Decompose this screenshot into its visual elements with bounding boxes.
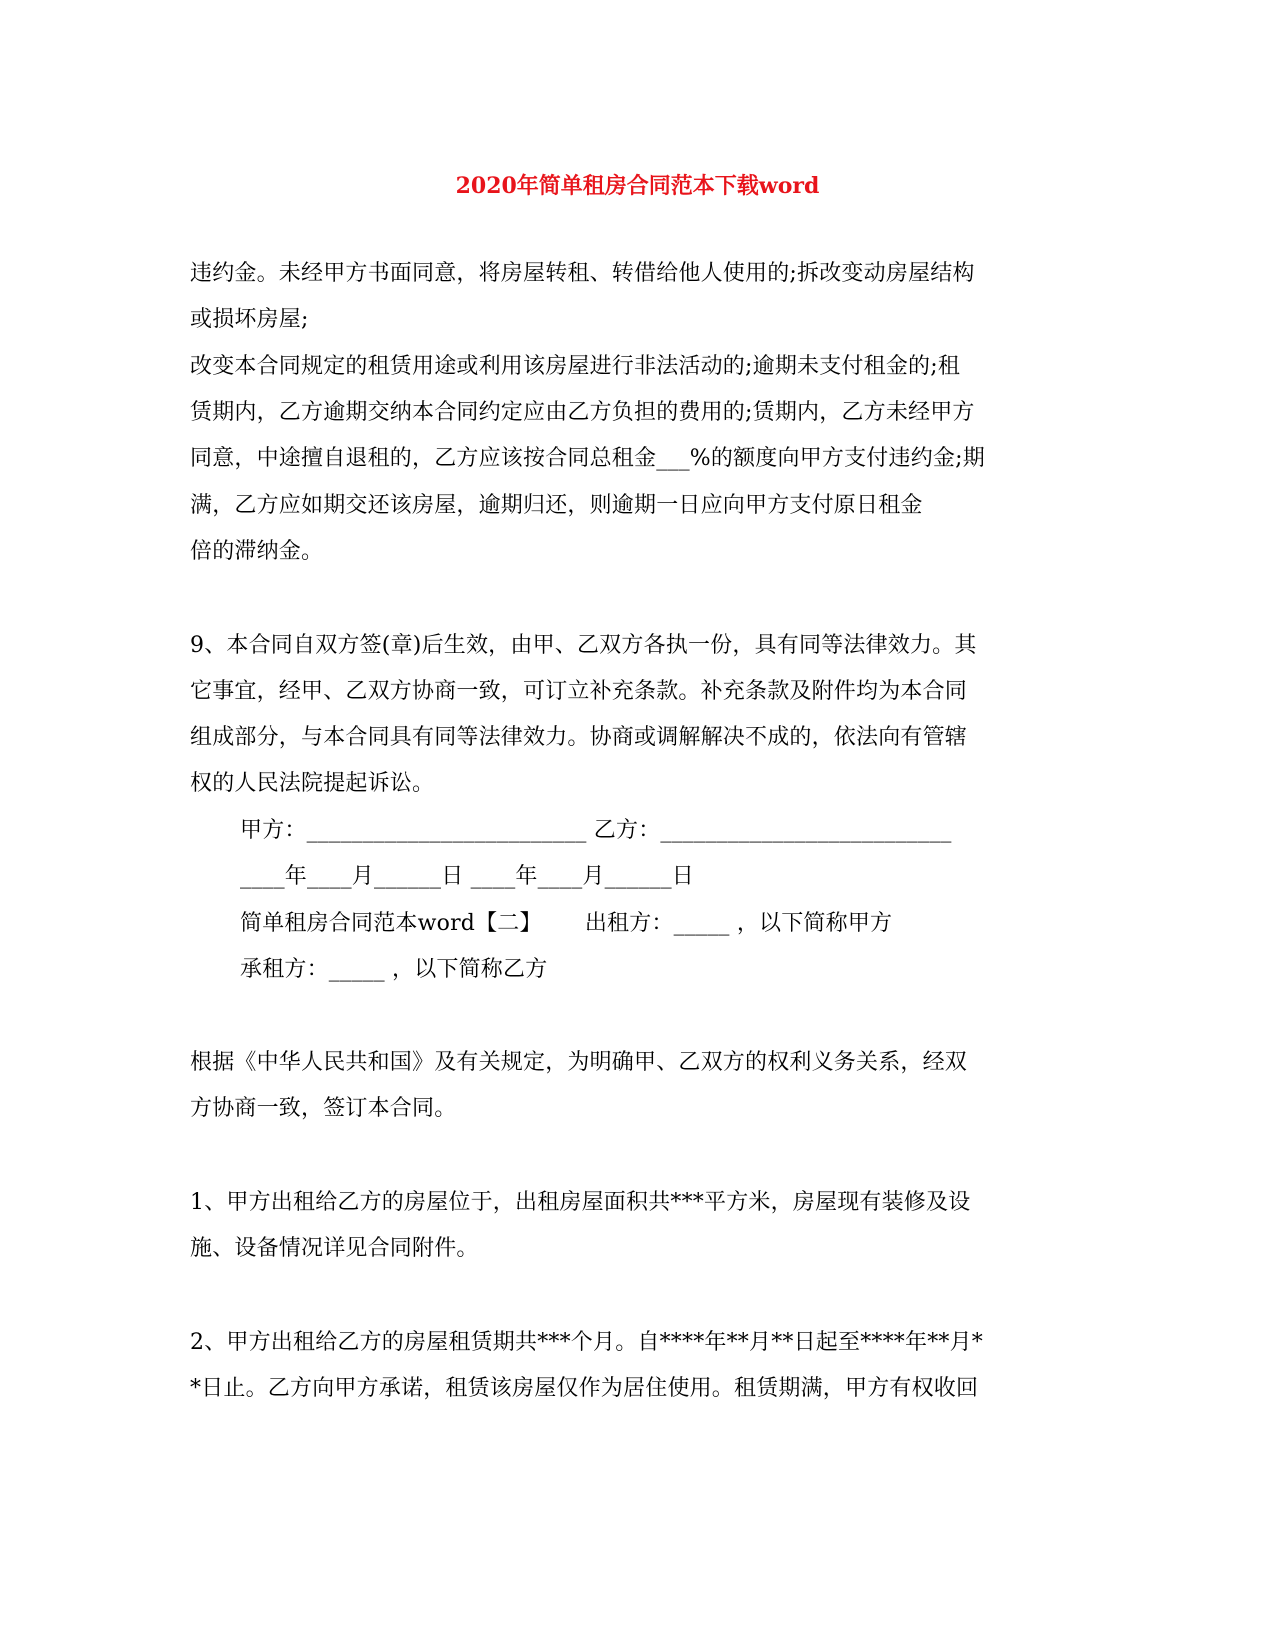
signature-line: 甲方：_________________________ 乙方：__________________________ bbox=[240, 818, 952, 843]
paragraph-line: 违约金。未经甲方书面同意，将房屋转租、转借给他人使用的;拆改变动房屋结构 bbox=[190, 261, 975, 286]
contract-heading-line: 简单租房合同范本word【二】 出租方：_____ ，以下简称甲方 bbox=[240, 911, 893, 936]
paragraph-line: 组成部分，与本合同具有同等法律效力。协商或调解解决不成的，依法向有管辖 bbox=[190, 725, 968, 750]
date-line: ____年____月______日 ____年____月______日 bbox=[240, 864, 694, 889]
paragraph-line: 方协商一致，签订本合同。 bbox=[190, 1096, 457, 1121]
paragraph-line: 2、甲方出租给乙方的房屋租赁期共***个月。自****年**月**日起至****年**月* bbox=[190, 1330, 983, 1355]
paragraph-line: 满，乙方应如期交还该房屋，逾期归还，则逾期一日应向甲方支付原日租金 bbox=[190, 493, 923, 518]
paragraph-line: 9、本合同自双方签(章)后生效，由甲、乙双方各执一份，具有同等法律效力。其 bbox=[190, 633, 977, 658]
paragraph-line: 赁期内，乙方逾期交纳本合同约定应由乙方负担的费用的;赁期内，乙方未经甲方 bbox=[190, 400, 975, 425]
tenant-line: 承租方：_____ ，以下简称乙方 bbox=[240, 957, 548, 982]
paragraph-line: 施、设备情况详见合同附件。 bbox=[190, 1236, 479, 1261]
paragraph-line: 1、甲方出租给乙方的房屋位于，出租房屋面积共***平方米，房屋现有装修及设 bbox=[190, 1190, 971, 1215]
paragraph-line: 权的人民法院提起诉讼。 bbox=[190, 771, 435, 796]
paragraph-line: 或损坏房屋; bbox=[190, 307, 309, 332]
document-title: 2020年简单租房合同范本下载word bbox=[455, 173, 820, 199]
paragraph-line: 同意，中途擅自退租的，乙方应该按合同总租金___%的额度向甲方支付违约金;期 bbox=[190, 446, 985, 471]
paragraph-line: 根据《中华人民共和国》及有关规定，为明确甲、乙双方的权利义务关系，经双 bbox=[190, 1050, 968, 1075]
paragraph-line: *日止。乙方向甲方承诺，租赁该房屋仅作为居住使用。租赁期满，甲方有权收回 bbox=[190, 1376, 979, 1401]
paragraph-line: 它事宜，经甲、乙双方协商一致，可订立补充条款。补充条款及附件均为本合同 bbox=[190, 679, 968, 704]
paragraph-line: 倍的滞纳金。 bbox=[190, 539, 324, 564]
paragraph-line: 改变本合同规定的租赁用途或利用该房屋进行非法活动的;逾期未支付租金的;租 bbox=[190, 354, 961, 379]
